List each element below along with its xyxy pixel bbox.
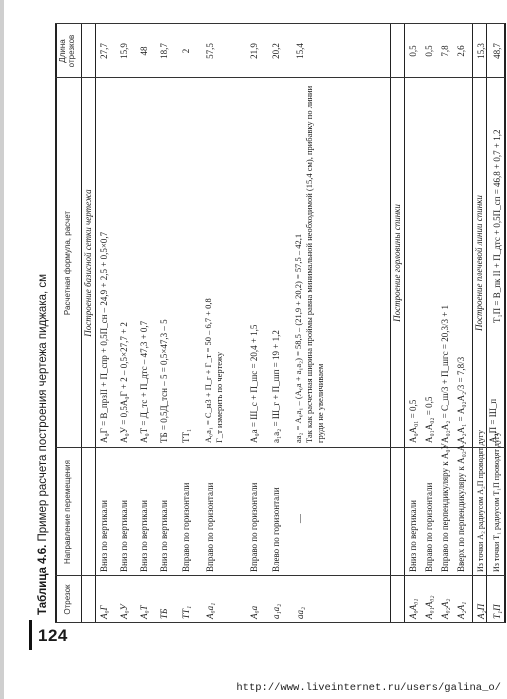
table-cell: Влево по горизонтали (271, 487, 281, 572)
table-cell: А₀Г = В_прзII + П_спр + 0,5П_сн – 24,9 + 2,5 + 0,5×0,7 (99, 231, 109, 443)
table-rule (81, 23, 82, 623)
page-number: 124 (38, 626, 68, 646)
table-cell: А₀Т = Д_тс + П_дтс – 47,3 + 0,7 (139, 320, 149, 443)
table-cell: 18,7 (159, 43, 169, 59)
page-number-bar (29, 620, 32, 650)
header-direction: Направление перемещения (63, 460, 72, 564)
table-cell: Вниз по вертикали (99, 500, 109, 572)
table-cell: Т₁П = В_пк II + П_дтс + 0,5П_сп = 46,8 + 0,7 + 1,2 (492, 129, 502, 323)
table-rule (55, 77, 505, 78)
table-cell: А₂А₁ = А₀₂А₂/3 = 7,8/3 (456, 356, 466, 443)
caption-prefix: Таблица 4.6. (37, 544, 49, 615)
table-cell: А₀₂А₂ = С_ш/3 + П_шгс = 20,3/3 + 1 (440, 304, 450, 443)
table-cell: А₀а = Ш_с + П_шс = 20,4 + 1,5 (249, 324, 259, 443)
section-back-neck: Построение горловины спинки (392, 204, 402, 322)
table-rule (55, 622, 505, 623)
table-cell: а₁а₂ = Ш_г + П_шп = 19 + 1,2 (271, 330, 281, 443)
table-cell: 0,5 (424, 45, 434, 57)
table-cell: А₂П (476, 603, 486, 619)
table-cell: 27,7 (99, 43, 109, 59)
table-cell: 15,9 (119, 43, 129, 59)
header-length: Длина отрезков (58, 34, 76, 68)
table-cell: Вправо по перпендикуляру к А₀У (440, 443, 450, 572)
table-rule (504, 23, 506, 623)
table-cell: — (295, 514, 305, 523)
header-formula: Расчетная формула, расчет (63, 210, 72, 316)
table-cell: А₂А₁ (456, 601, 466, 619)
table-cell: Из точки Т₁ радиусом Т₁П проводят дугу (492, 431, 501, 572)
table-rule (55, 23, 505, 24)
table-cell: Вправо по горизонтали (181, 482, 191, 572)
table-cell: ТТ₁ (181, 605, 191, 619)
table-cell: 48 (139, 46, 149, 56)
table-cell: 20,2 (271, 43, 281, 59)
table-cell: 15,3 (476, 43, 486, 59)
table-cell: 48,7 (492, 43, 502, 59)
table-cell: Из точки А₂ радиусом А₂П проводят дугу (476, 430, 485, 572)
table-cell: А₀У (119, 604, 129, 619)
section-shoulder: Построение плечевой линии спинки (474, 195, 484, 331)
table-cell: А₂П = Ш_п (488, 398, 498, 443)
header-segment: Отрезок (63, 584, 72, 615)
scan-edge (0, 0, 4, 699)
table-cell: Вниз по вертикали (139, 500, 149, 572)
table-cell: А₀А₀₁ = 0,5 (408, 399, 418, 443)
table-cell: 21,9 (249, 43, 259, 59)
watermark-url: http://www.liveinternet.ru/users/galina_o/ (236, 682, 501, 694)
table-rule (472, 23, 473, 623)
table-rule (55, 575, 505, 576)
table-cell: А₀Г (99, 605, 109, 619)
table-rule (55, 447, 505, 448)
table-cell: а₁а₂ (271, 603, 281, 619)
table-cell: А₀₂А₂ (440, 598, 450, 619)
rotated-table-region (35, 23, 505, 623)
table-cell: 0,5 (408, 45, 418, 57)
table-cell: Вправо по горизонтали (249, 482, 259, 572)
table-cell: 15,4 (295, 43, 305, 59)
table-cell: аа₂ = А₀а₁ – (А₀а + а₁а₂) = 58,5 – (21,9 + 20,2) = 57,5 – 42,1 Так как расчетная ширина проймы равна минимальной необходимой (15,4 см), прибавку по линии груди не увеличиваем (293, 85, 325, 443)
table-cell: ТБ = 0,5Д_тсн – 5 = 0,5×47,3 – 5 (159, 319, 169, 443)
table-cell: Вниз по вертикали (159, 500, 169, 572)
table-rule (390, 23, 391, 623)
table-cell: аа₂ (295, 606, 305, 619)
table-rule (486, 23, 487, 623)
table-cell: ТТ₁ (181, 428, 191, 443)
table-cell: А₀Т (139, 605, 149, 619)
table-cell: Т₁П (492, 604, 502, 619)
section-base-grid: Построение базисной сетки чертежа (83, 189, 93, 337)
table-cell: Вправо по горизонтали (205, 482, 215, 572)
table-caption (37, 274, 49, 615)
table-cell: Вверх по перпендикуляру к А₀₂А₂ (456, 441, 466, 572)
table-cell: А₀а₁ = С_н3 + П_г + Г_т = 50 – 6,7 + 0,8 Г_т измерить по чертежу (203, 298, 224, 443)
table-cell: 2,6 (456, 45, 466, 57)
table-cell: А₀а (249, 605, 259, 619)
table-rule (95, 23, 96, 623)
table-cell: 2 (181, 48, 191, 54)
table-cell: 57,5 (205, 43, 215, 59)
table-rule (55, 23, 57, 623)
table-rule (404, 23, 405, 623)
table-cell: ТБ (159, 608, 169, 619)
table-cell: А₀А₀₁ (408, 598, 418, 619)
table-cell: А₀У = 0,5А₀Г + 2 – 0,5×27,7 + 2 (119, 322, 129, 443)
table-cell: А₀₁А₀₂ = 0,5 (424, 396, 434, 443)
table-cell: 7,8 (440, 45, 450, 57)
table-cell: А₀₁А₀₂ (424, 595, 434, 619)
caption-text: Пример расчета построения чертежа пиджака, см (37, 273, 49, 542)
calculation-table (55, 23, 505, 623)
table-cell: Вправо по горизонтали (424, 482, 434, 572)
table-cell: А₀а₁ (205, 602, 215, 619)
table-cell: Вниз по вертикали (119, 500, 129, 572)
table-cell: Вниз по вертикали (408, 500, 418, 572)
